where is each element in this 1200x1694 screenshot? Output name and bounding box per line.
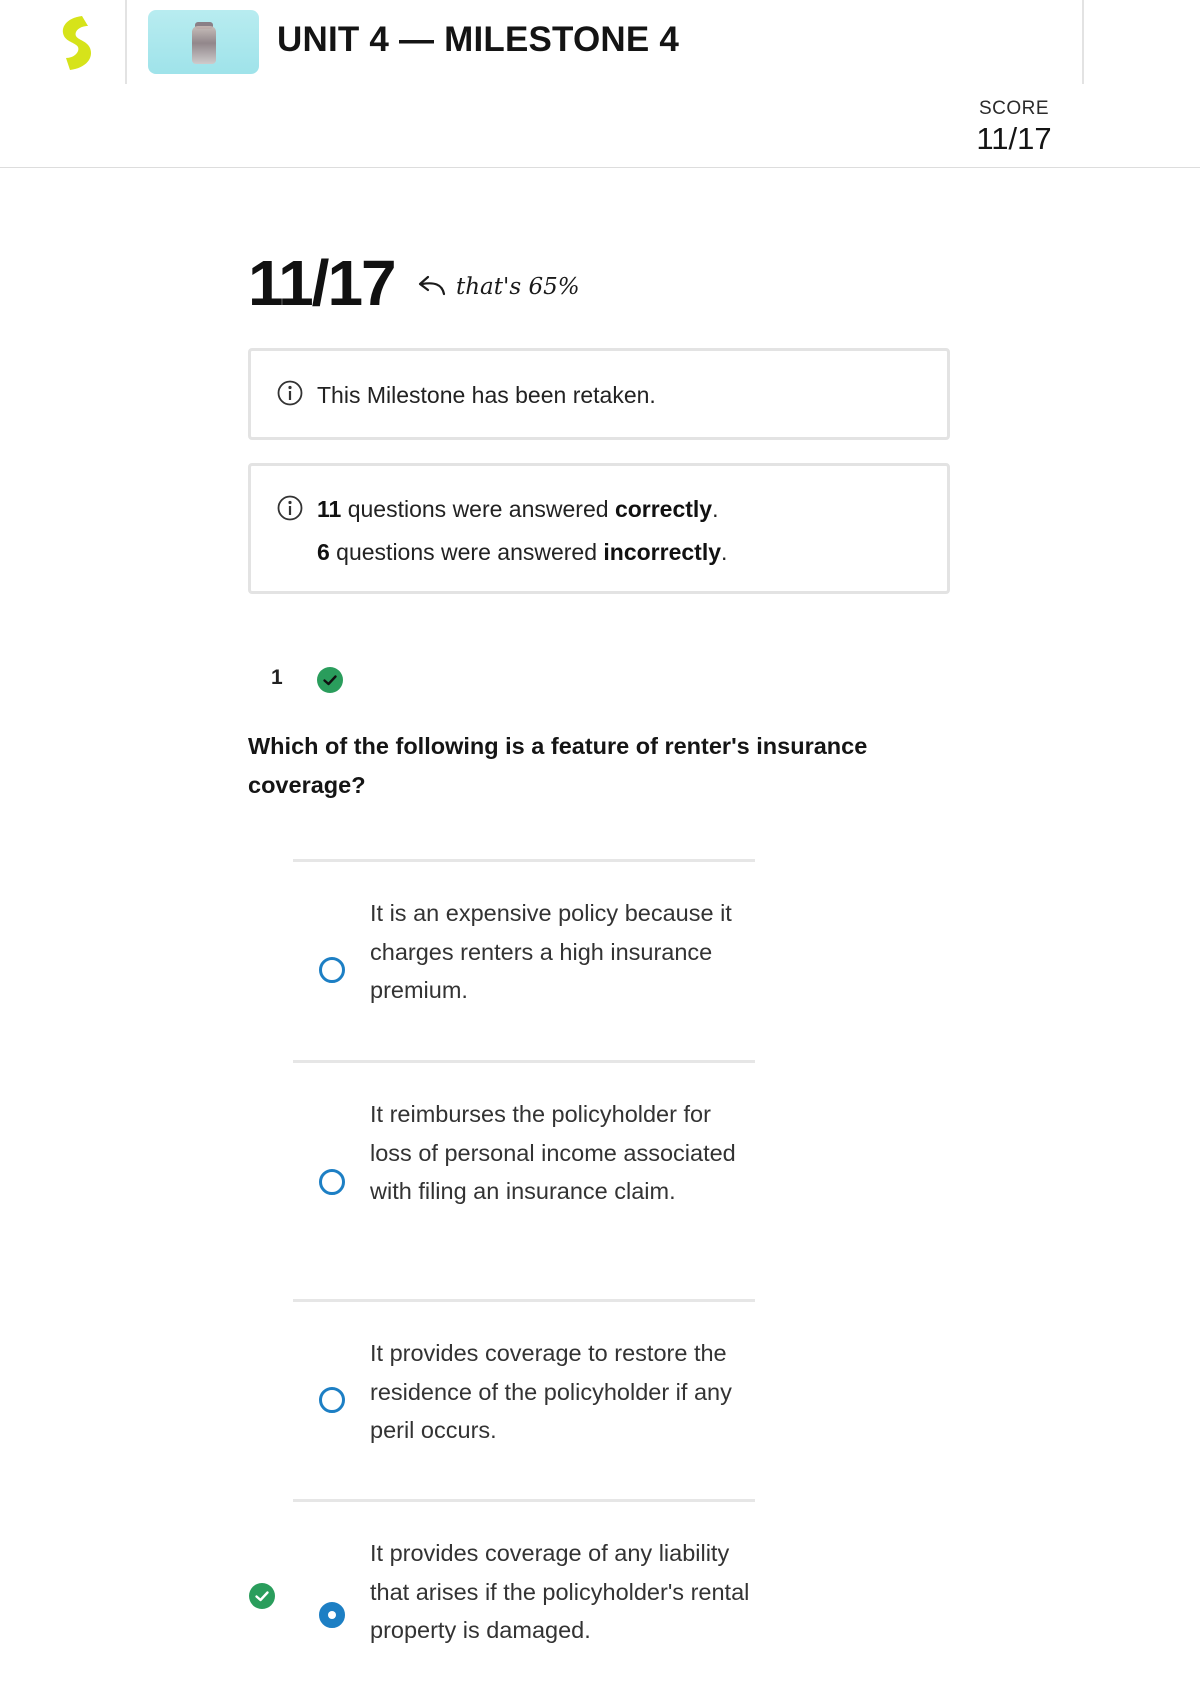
correct-count-line — [317, 496, 719, 523]
header-divider-left — [125, 0, 127, 84]
percent-note: that's 65% — [456, 274, 580, 300]
info-icon — [277, 495, 303, 521]
page-title: UNIT 4 — MILESTONE 4 — [277, 20, 680, 59]
unit-thumbnail — [148, 10, 259, 74]
option-text: It provides coverage of any liability that arises if the policyholder's rental property is damaged. — [370, 1540, 750, 1643]
curved-arrow-left-icon — [416, 272, 446, 302]
answer-count-notice — [248, 463, 950, 594]
correct-word: correctly — [614, 496, 713, 522]
correct-check-icon — [316, 666, 344, 694]
incorrect-count-line — [317, 539, 727, 566]
score-value: 11/17 — [976, 121, 1052, 156]
radio-button[interactable] — [319, 957, 345, 983]
question-number: 1 — [271, 666, 283, 689]
answer-option[interactable] — [293, 859, 755, 1060]
period: . — [721, 539, 728, 565]
answer-option-selected[interactable] — [293, 1499, 755, 1694]
score-summary — [960, 98, 1068, 157]
retaken-text: This Milestone has been retaken. — [317, 382, 656, 408]
correct-mid-text: questions were answered — [341, 496, 615, 522]
score-label: SCORE — [978, 98, 1050, 119]
period: . — [712, 496, 719, 522]
big-score: 11/17 — [248, 247, 395, 319]
coin-jar-thumbnail — [192, 26, 216, 64]
answer-option[interactable] — [293, 1060, 755, 1299]
question-text: Which of the following is a feature of renter's insurance coverage? — [248, 733, 868, 798]
retaken-notice — [248, 348, 950, 440]
correct-answer-check-icon — [248, 1582, 276, 1610]
incorrect-mid-text: questions were answered — [329, 539, 604, 565]
top-bar — [0, 0, 1200, 168]
header-divider-right — [1082, 0, 1084, 84]
correct-count: 11 — [317, 496, 342, 522]
radio-button[interactable] — [319, 1387, 345, 1413]
radio-button-selected[interactable] — [319, 1602, 345, 1628]
radio-button[interactable] — [319, 1169, 345, 1195]
option-text: It is an expensive policy because it charges renters a high insurance premium. — [370, 900, 732, 1003]
incorrect-word: incorrectly — [603, 539, 722, 565]
sophia-logo-icon[interactable] — [52, 14, 102, 72]
incorrect-count: 6 — [317, 539, 330, 565]
option-text: It provides coverage to restore the residence of the policyholder if any peril occurs. — [370, 1340, 732, 1443]
answer-option[interactable] — [293, 1299, 755, 1499]
option-text: It reimburses the policyholder for loss of personal income associated with filing an insurance claim. — [370, 1101, 736, 1204]
info-icon — [277, 380, 303, 406]
